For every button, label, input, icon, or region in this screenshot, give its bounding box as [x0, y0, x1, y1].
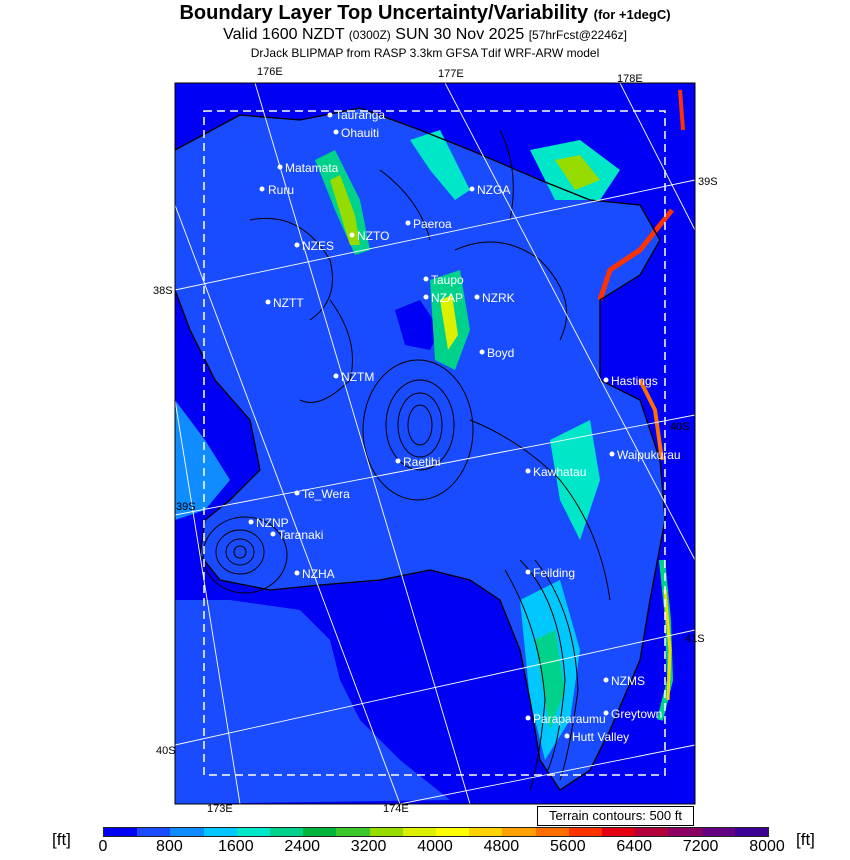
- place-paeroa: [406, 217, 453, 231]
- place-te-wera: [295, 487, 351, 501]
- lon-label-178e: 178E: [617, 73, 643, 85]
- lon-label-176e: 176E: [257, 66, 283, 78]
- colorbar-tick-label: 2400: [284, 838, 320, 855]
- valid-time: Valid 1600 NZDT (0300Z) SUN 30 Nov 2025 [57hrFcst@2246z]: [223, 26, 627, 43]
- colorbar-tick-label: 0: [98, 838, 108, 855]
- lat-label-40s-west: 40S: [156, 745, 176, 757]
- colorbar-unit-left: [ft]: [52, 830, 71, 849]
- colorbar-swatch: [735, 828, 768, 836]
- map-title: Boundary Layer Top Uncertainty/Variability (for +1degC): [179, 2, 671, 24]
- colorbar-swatch: [336, 828, 369, 836]
- svg-text:Waipukurau: Waipukurau: [617, 448, 681, 462]
- colorbar-swatch: [104, 828, 137, 836]
- svg-text:Paeroa: Paeroa: [413, 217, 452, 231]
- place-ohauiti: [334, 126, 380, 140]
- model-description: DrJack BLIPMAP from RASP 3.3km GFSA Tdif WRF-ARW model: [250, 46, 600, 60]
- svg-text:Taupo: Taupo: [431, 273, 464, 287]
- colorbar-swatch: [137, 828, 170, 836]
- colorbar-swatch: [536, 828, 569, 836]
- svg-text:Taranaki: Taranaki: [278, 528, 324, 542]
- place-kawhatau: [526, 465, 587, 479]
- colorbar-swatch: [469, 828, 502, 836]
- svg-text:Matamata: Matamata: [285, 161, 339, 175]
- colorbar-tick-label: 3200: [350, 838, 387, 855]
- place-tauranga: [328, 108, 386, 122]
- lat-label-39s-west: 39S: [176, 501, 196, 513]
- colorbar-tick-label: 6400: [616, 838, 652, 855]
- colorbar-swatch: [602, 828, 635, 836]
- place-taranaki: [271, 528, 324, 542]
- colorbar-swatch: [370, 828, 403, 836]
- svg-text:Kawhatau: Kawhatau: [533, 465, 587, 479]
- svg-text:Tauranga: Tauranga: [335, 108, 386, 122]
- colorbar-unit-right: [ft]: [796, 830, 815, 849]
- svg-text:NZTM: NZTM: [341, 370, 375, 384]
- svg-text:Paraparaumu: Paraparaumu: [533, 712, 606, 726]
- svg-text:NZTO: NZTO: [357, 229, 390, 243]
- colorbar-swatch: [270, 828, 303, 836]
- colorbar-swatch: [635, 828, 668, 836]
- svg-text:Greytown: Greytown: [611, 707, 663, 721]
- colorbar-swatch: [668, 828, 701, 836]
- colorbar-swatch: [569, 828, 602, 836]
- colorbar-swatch: [403, 828, 436, 836]
- colorbar-swatch: [502, 828, 535, 836]
- place-feilding: [526, 566, 576, 580]
- svg-text:Boyd: Boyd: [487, 346, 515, 360]
- lon-label-177e: 177E: [438, 68, 464, 80]
- svg-text:NZAP: NZAP: [431, 291, 464, 305]
- svg-text:NZGA: NZGA: [477, 183, 511, 197]
- colorbar: [103, 827, 769, 837]
- lat-label-38s-west: 38S: [153, 285, 173, 297]
- lon-label-174e: 174E: [383, 803, 409, 815]
- place-greytown: [604, 707, 663, 721]
- colorbar-swatch: [237, 828, 270, 836]
- colorbar-swatch: [204, 828, 237, 836]
- colorbar-swatch: [702, 828, 735, 836]
- lat-label-39s-east: 39S: [698, 176, 718, 188]
- svg-text:Hastings: Hastings: [611, 374, 658, 388]
- place-raetihi: [396, 455, 441, 469]
- svg-text:Feilding: Feilding: [533, 566, 576, 580]
- svg-text:NZTT: NZTT: [273, 296, 304, 310]
- svg-text:Ruru: Ruru: [268, 183, 295, 197]
- colorbar-swatch: [170, 828, 203, 836]
- svg-text:NZRK: NZRK: [482, 291, 515, 305]
- colorbar-tick-label: 800: [156, 838, 183, 855]
- lon-label-173e: 173E: [207, 803, 233, 815]
- place-paraparaumu: [526, 712, 606, 726]
- colorbar-ticks: [98, 838, 785, 858]
- colorbar-swatch: [303, 828, 336, 836]
- svg-text:NZNP: NZNP: [256, 516, 289, 530]
- svg-text:Raetihi: Raetihi: [403, 455, 441, 469]
- colorbar-tick-label: 5600: [550, 838, 586, 855]
- place-hutt-valley: [565, 730, 630, 744]
- svg-text:NZMS: NZMS: [611, 674, 645, 688]
- lat-label-40s-east: 40S: [670, 421, 690, 433]
- terrain-contour-note: Terrain contours: 500 ft: [537, 806, 694, 826]
- colorbar-tick-label: 1600: [218, 838, 254, 855]
- colorbar-tick-label: 8000: [749, 838, 785, 855]
- place-hastings: [604, 374, 658, 388]
- svg-text:NZES: NZES: [302, 239, 335, 253]
- colorbar-tick-label: 4800: [483, 838, 520, 855]
- colorbar-tick-label: 7200: [682, 838, 719, 855]
- colorbar-tick-label: 4000: [417, 838, 453, 855]
- svg-text:Hutt Valley: Hutt Valley: [572, 730, 630, 744]
- svg-text:NZHA: NZHA: [302, 567, 335, 581]
- colorbar-swatch: [436, 828, 469, 836]
- place-waipukurau: [610, 448, 681, 462]
- svg-text:Ohauiti: Ohauiti: [341, 126, 380, 140]
- lat-label-41s-east: 41S: [685, 633, 705, 645]
- place-matamata: [278, 161, 339, 175]
- svg-text:Te_Wera: Te_Wera: [302, 487, 350, 501]
